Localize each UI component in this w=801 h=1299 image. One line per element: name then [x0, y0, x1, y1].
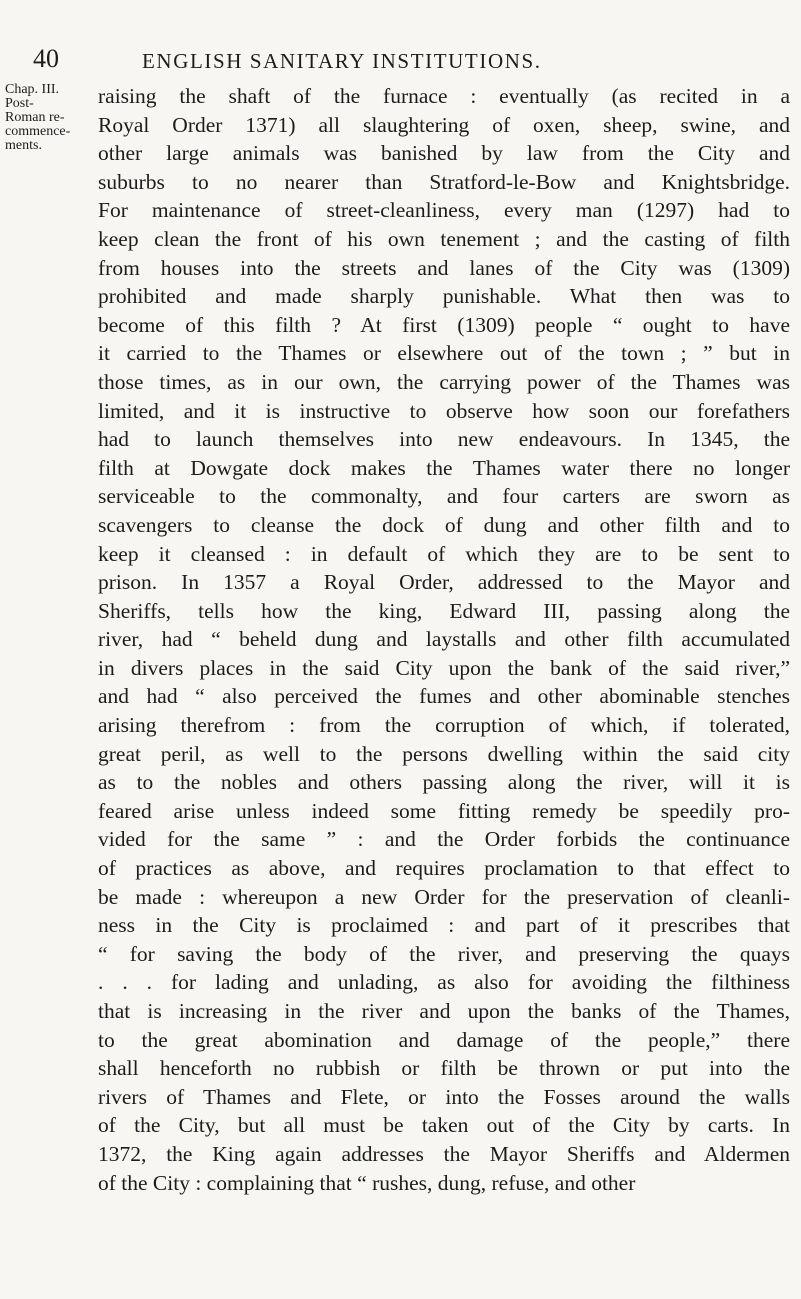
text-line: of the City, but all must be taken out of the City by carts. In [98, 1113, 790, 1138]
text-line: those times, as in our own, the carrying power of the Thames was [98, 369, 790, 394]
text-line: it carried to the Thames or elsewhere out of the town ; ” but in [98, 341, 790, 366]
margin-note [5, 83, 83, 153]
text-line: keep it cleansed : in default of which they are to be sent to [98, 541, 790, 566]
margin-note-line: ments. [5, 138, 42, 153]
text-line: suburbs to no nearer than Stratford-le-Bow and Knightsbridge. [98, 169, 790, 194]
text-line: limited, and it is instructive to observe how soon our forefathers [98, 398, 790, 423]
text-line: in divers places in the said City upon the bank of the said river,” [98, 655, 790, 680]
text-line: and had “ also perceived the fumes and other abominable stenches [98, 684, 790, 709]
text-line: from houses into the streets and lanes of the City was (1309) [98, 255, 790, 280]
text-line: serviceable to the commonalty, and four carters are sworn as [98, 484, 790, 509]
text-line: arising therefrom : from the corruption of which, if tolerated, [98, 713, 790, 738]
text-line: shall henceforth no rubbish or filth be thrown or put into the [98, 1056, 790, 1081]
text-line: Royal Order 1371) all slaughtering of oxen, sheep, swine, and [98, 112, 790, 137]
text-line: vided for the same ” : and the Order forbids the continuance [98, 827, 790, 852]
margin-note-line: Chap. III. [5, 82, 60, 97]
text-line: other large animals was banished by law from the City and [98, 141, 790, 166]
margin-note-line: Roman re- [5, 110, 65, 125]
text-line: . . . for lading and unlading, as also for avoiding the filthiness [98, 970, 790, 995]
margin-note-line: commence- [5, 124, 71, 139]
body-text [98, 82, 790, 1197]
text-line: For maintenance of street-cleanliness, every man (1297) had to [98, 198, 790, 223]
text-line: prison. In 1357 a Royal Order, addressed to the Mayor and [98, 570, 790, 595]
text-line: raising the shaft of the furnace : eventually (as recited in a [98, 84, 790, 108]
margin-note-line: Post- [5, 96, 34, 111]
text-line: prohibited and made sharply punishable. What then was to [98, 284, 790, 309]
running-title: ENGLISH SANITARY INSTITUTIONS. [142, 49, 542, 73]
text-line: great peril, as well to the persons dwelling within the said city [98, 741, 790, 766]
text-line: filth at Dowgate dock makes the Thames water there no longer [98, 455, 790, 480]
text-line: of the City : complaining that “ rushes, dung, refuse, and other [98, 1170, 636, 1195]
page-number: 40 [33, 44, 59, 73]
text-line: had to launch themselves into new endeavours. In 1345, the [98, 427, 790, 452]
text-line: that is increasing in the river and upon the banks of the Thames, [98, 999, 790, 1023]
text-line: become of this filth ? At first (1309) people “ ought to have [98, 312, 790, 337]
text-line: scavengers to cleanse the dock of dung and other filth and to [98, 512, 790, 537]
text-line: be made : whereupon a new Order for the preservation of cleanli- [98, 884, 790, 909]
text-line: Sheriffs, tells how the king, Edward III, passing along the [98, 598, 790, 623]
text-line: rivers of Thames and Flete, or into the Fosses around the walls [98, 1084, 790, 1109]
page-header [0, 42, 801, 76]
text-line: keep clean the front of his own tenement ; and the casting of filth [98, 226, 790, 251]
text-line: “ for saving the body of the river, and preserving the quays [98, 941, 790, 966]
text-line: 1372, the King again addresses the Mayor Sheriffs and Aldermen [98, 1141, 790, 1166]
text-line: of practices as above, and requires proclamation to that effect to [98, 856, 790, 881]
text-line: as to the nobles and others passing along the river, will it is [98, 770, 790, 795]
text-line: river, had “ beheld dung and laystalls and other filth accumulated [98, 627, 790, 652]
text-line: feared arise unless indeed some fitting remedy be speedily pro- [98, 798, 790, 823]
text-line: ness in the City is proclaimed : and part of it prescribes that [98, 913, 790, 938]
text-line: to the great abomination and damage of the people,” there [98, 1027, 790, 1052]
